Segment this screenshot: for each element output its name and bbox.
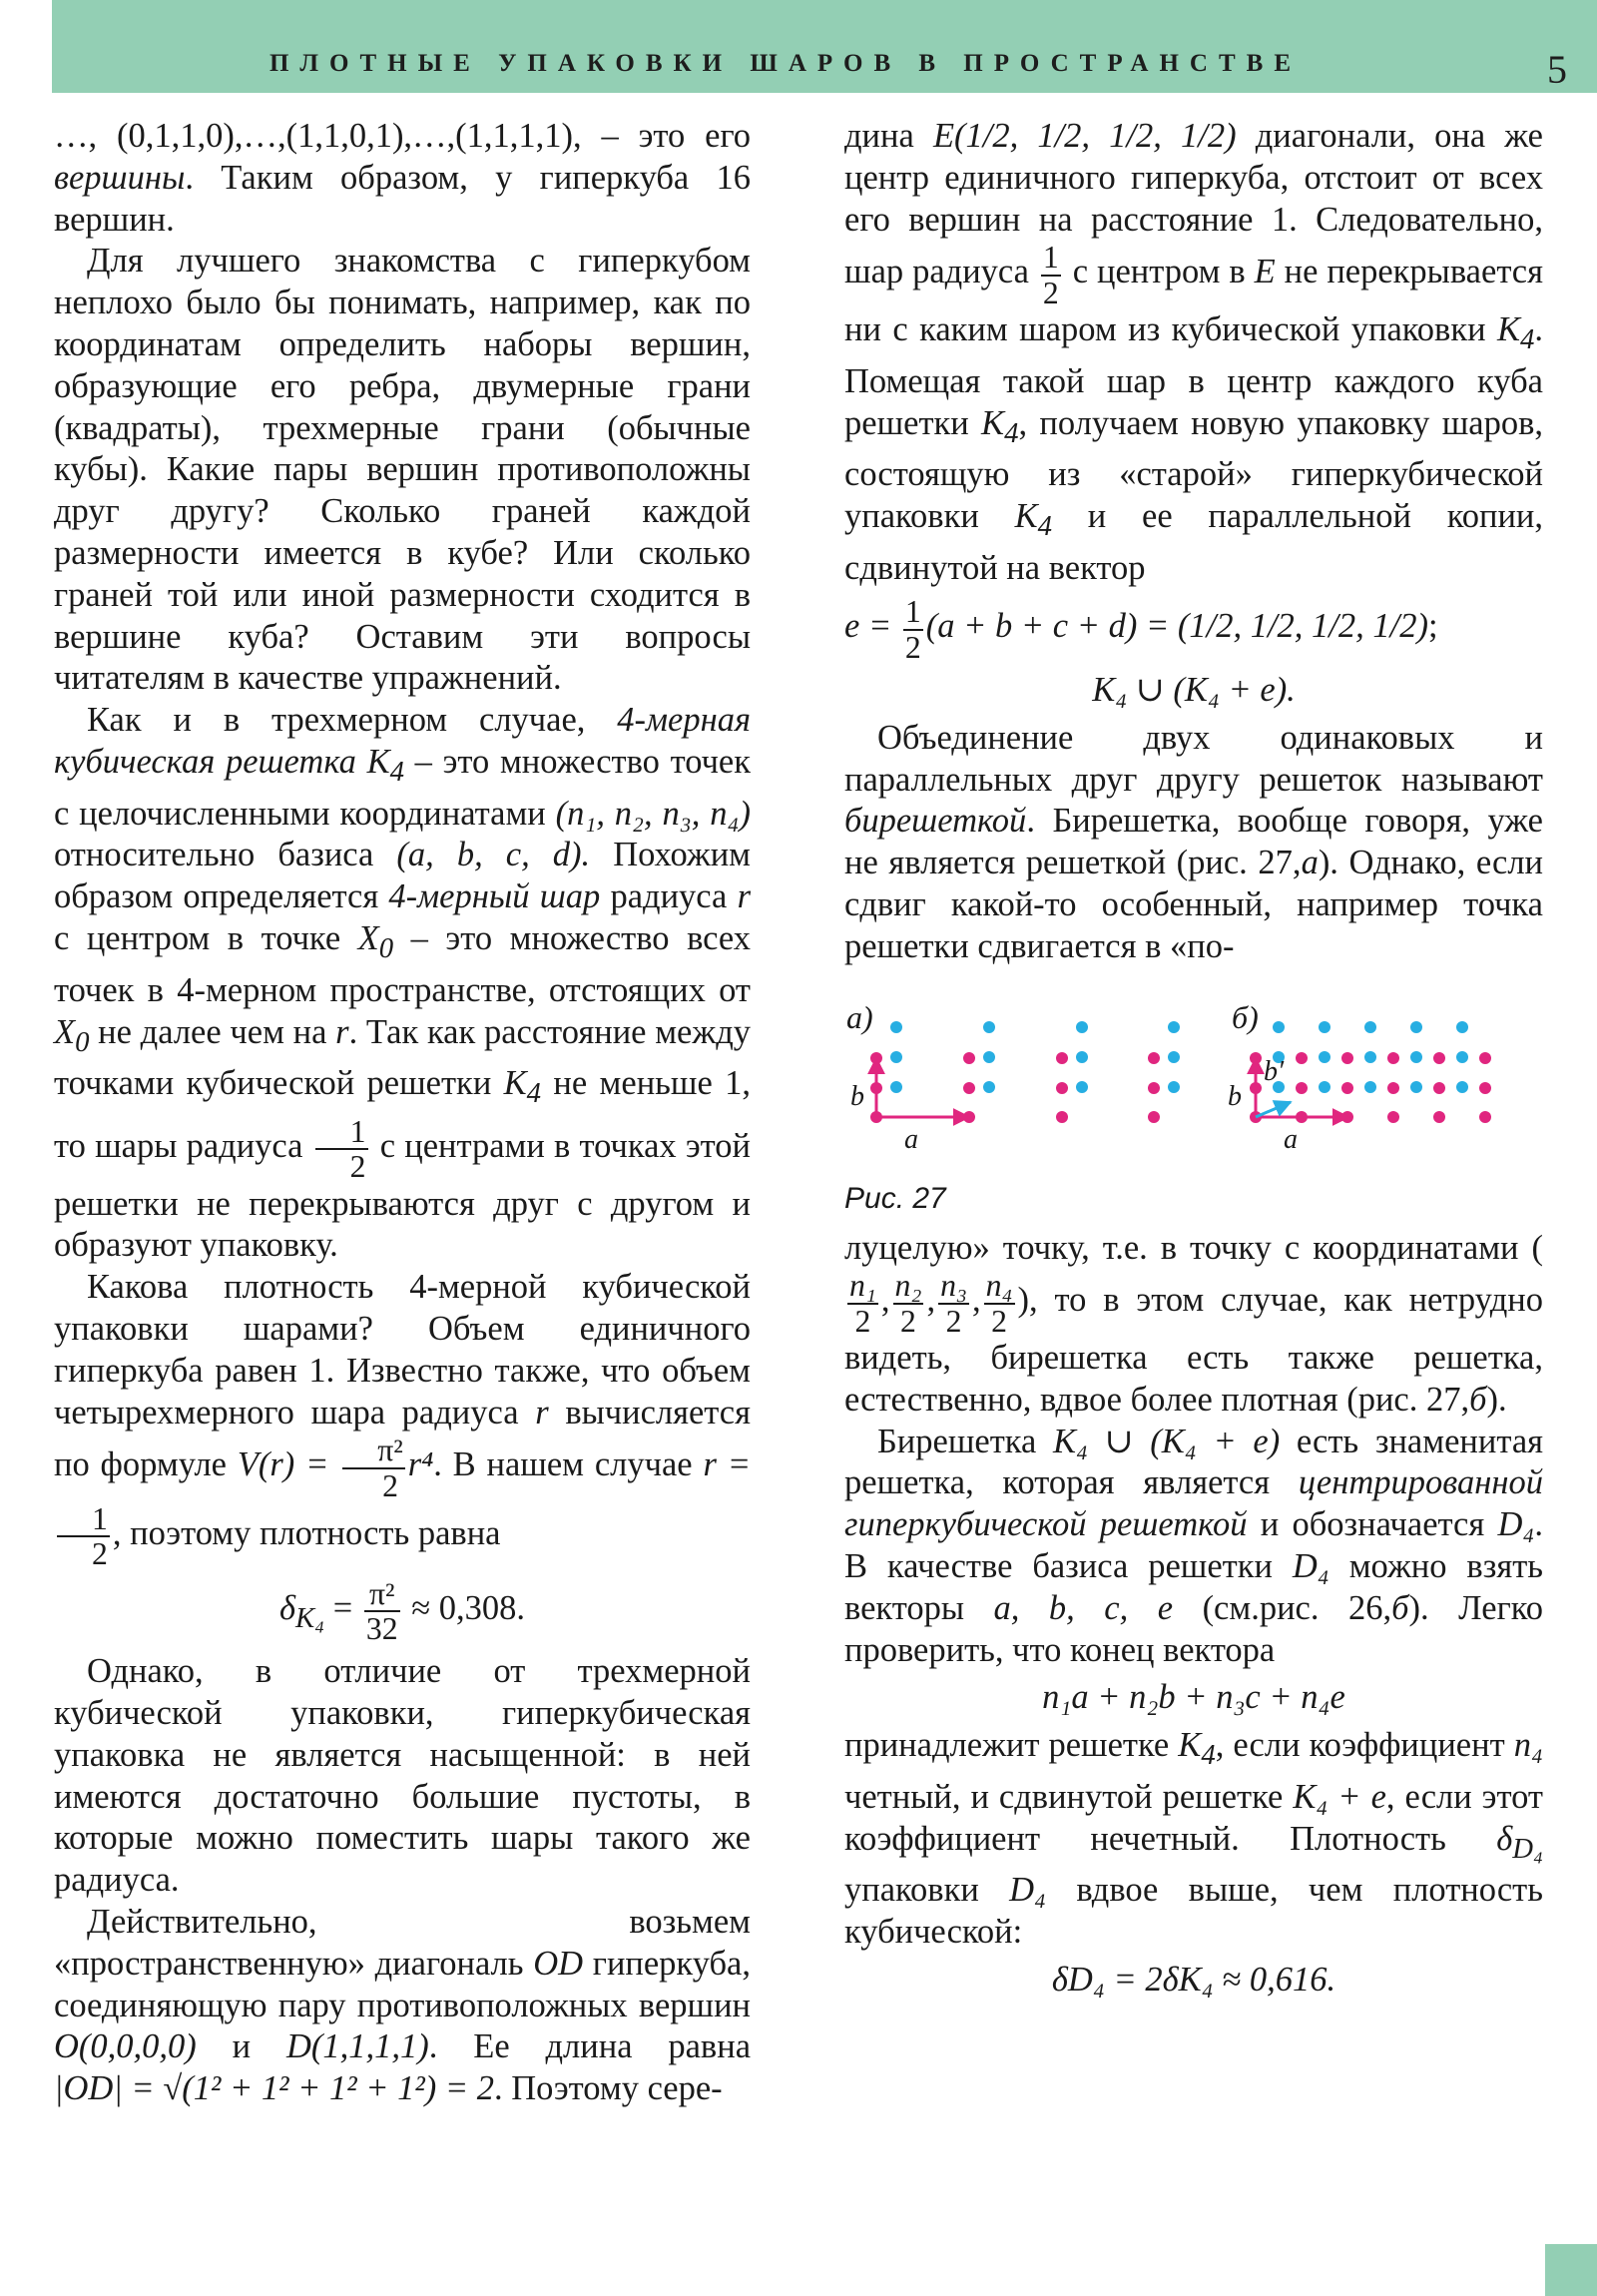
paragraph-cubic-lattice xyxy=(54,700,751,1267)
symbol-k4 xyxy=(1014,496,1052,542)
lattice-dot-magenta xyxy=(1479,1082,1491,1094)
lattice-dot-magenta xyxy=(1433,1111,1445,1123)
paragraph-vertices xyxy=(54,116,751,241)
symbol-k4 xyxy=(503,1064,542,1110)
sub: 4 xyxy=(1037,509,1052,542)
num: 1 xyxy=(57,1502,110,1537)
lattice-dot-magenta xyxy=(1056,1111,1068,1123)
x: X xyxy=(357,919,379,958)
text: . В качестве базиса решетки xyxy=(844,1505,1544,1586)
lattice-dot-cyan xyxy=(1273,1021,1285,1033)
paragraph-d4-density xyxy=(844,1725,1543,1954)
lattice-dot-cyan xyxy=(1364,1081,1376,1093)
x: X xyxy=(54,1012,76,1051)
point-d: D(1,1,1,1) xyxy=(285,2027,429,2066)
lattice-diagrams xyxy=(844,980,1543,1180)
page-header xyxy=(52,0,1597,93)
text: . В нашем случае xyxy=(433,1445,704,1484)
text: , если этот коэффициент нечетный. Плотность xyxy=(844,1777,1543,1858)
sub-d4: D₄ xyxy=(1512,1832,1543,1865)
text: . Помещая такой шар в центр каждого куба решетки xyxy=(844,310,1543,442)
num: 1 xyxy=(315,1115,368,1150)
lattice-dot-cyan xyxy=(1168,1081,1180,1093)
paragraph-d4 xyxy=(844,1422,1543,1672)
term-bilattice: бирешеткой xyxy=(844,802,1027,841)
text: Бирешетка xyxy=(877,1422,1054,1460)
density-value: ≈ 0,308. xyxy=(411,1588,526,1627)
mid: (a + b + c + d) = xyxy=(925,607,1170,646)
union: K₄ ∪ (K₄ + e). xyxy=(1092,671,1296,710)
text: относительно базиса xyxy=(54,836,397,874)
fraction-pi2-over-2 xyxy=(342,1434,405,1502)
r: r xyxy=(737,877,751,916)
lhs: e = xyxy=(844,607,892,646)
k: K xyxy=(366,742,390,781)
figure-caption: Рис. 27 xyxy=(844,1181,946,1215)
sub: 0 xyxy=(378,931,394,964)
lattice-dot-magenta xyxy=(1296,1052,1308,1064)
den: 2 xyxy=(349,1149,366,1185)
num: 1 xyxy=(1042,240,1059,276)
sub: 4 xyxy=(1201,1739,1216,1772)
lattice-dot-magenta xyxy=(1387,1082,1399,1094)
running-title: ПЛОТНЫЕ УПАКОВКИ ШАРОВ В ПРОСТРАНСТВЕ xyxy=(268,50,1303,77)
k: K xyxy=(1178,1726,1202,1765)
lattice-dot-magenta xyxy=(1433,1052,1445,1064)
label-b: б) xyxy=(1232,998,1259,1035)
fraction-half xyxy=(57,1502,110,1571)
den: 32 xyxy=(365,1610,398,1646)
diagonal-length: |OD| = √(1² + 1² + 1² + 1²) = 2 xyxy=(54,2069,494,2108)
union-formula xyxy=(844,670,1543,712)
num: π² xyxy=(364,1577,400,1612)
lattice-dot-magenta xyxy=(963,1082,975,1094)
num: n₃ xyxy=(940,1268,967,1304)
text: гиперкуба, соединяющую пару противоположных вершин xyxy=(54,1944,751,2024)
vec-b-label: b xyxy=(850,1080,864,1112)
vec-a-label: a xyxy=(904,1123,918,1155)
lattice-dot-magenta xyxy=(963,1052,975,1064)
half-tuple: (1/2, 1/2, 1/2, 1/2) xyxy=(954,117,1237,155)
term-centered-lattice: центрированной гиперкубической решеткой xyxy=(844,1463,1543,1544)
den: 2 xyxy=(904,629,921,665)
term-4d-lattice: 4-мерная кубическая решетка xyxy=(54,701,751,781)
text: можно взять векторы xyxy=(844,1547,1544,1627)
vector-e-formula: e = $\frac{1}{2}$ (a + b + c + d) = (1/2, 1/2, 1/2, 1/2); xyxy=(844,594,1438,665)
vertex-list: …, (0,1,1,0),…,(1,1,0,1),…,(1,1,1,1), xyxy=(54,117,582,155)
lattice-dot-cyan xyxy=(1410,1051,1422,1063)
tuple-n: (n₁, n₂, n₃, n₄) xyxy=(555,794,751,833)
right-column xyxy=(844,116,1543,2008)
k: K xyxy=(981,403,1005,442)
num: n₁ xyxy=(849,1268,876,1304)
shifted-lattice: K₄ + e xyxy=(1293,1777,1386,1816)
lattice-dot-cyan xyxy=(1319,1081,1331,1093)
fraction-half xyxy=(1041,241,1061,309)
text: ). xyxy=(1486,1380,1507,1419)
final-density: δD₄ = 2δK₄ ≈ 0,616. xyxy=(1051,1961,1336,2000)
symbol-k4 xyxy=(981,403,1019,449)
lattice-dot-cyan xyxy=(890,1081,902,1093)
symbol-k4 xyxy=(1178,1726,1216,1772)
lattice-dot-cyan xyxy=(1364,1021,1376,1033)
lattice-dot-magenta xyxy=(1148,1052,1160,1064)
sub: 4 xyxy=(526,1077,542,1110)
symbol-k4 xyxy=(1496,310,1535,355)
k: K xyxy=(1014,496,1038,535)
final-density-formula xyxy=(844,1960,1543,2002)
lattice-dot-magenta xyxy=(1387,1052,1399,1064)
delta: δ xyxy=(278,1588,295,1627)
den: 2 xyxy=(382,1467,398,1503)
fraction-pi2-over-32 xyxy=(364,1577,400,1646)
text: а xyxy=(1301,844,1319,882)
basis-vectors: (a, b, c, d). xyxy=(396,836,591,874)
lattice-dot-cyan xyxy=(983,1081,995,1093)
den: 2 xyxy=(1042,275,1059,310)
lattice-dot-cyan xyxy=(1076,1081,1088,1093)
lattice-dot-magenta xyxy=(1341,1052,1353,1064)
text: – это множество точек с целочисленными координатами xyxy=(54,742,752,833)
fraction-n4 xyxy=(984,1269,1015,1338)
text: б xyxy=(1391,1588,1409,1627)
text: есть знаменитая решетка, которая является xyxy=(844,1422,1543,1502)
text: – это множество всех точек в 4-мерном пространстве, отстоящих от xyxy=(54,919,751,1009)
sub: 4 xyxy=(1004,416,1019,449)
text: ). Легко проверить, что конец вектора xyxy=(844,1588,1543,1669)
r: r xyxy=(535,1393,549,1432)
e: E xyxy=(1254,253,1276,291)
text: , если коэффициент xyxy=(1215,1726,1514,1765)
basis-vectors-d4: a, b, c, e xyxy=(993,1588,1174,1627)
lattice-dot-cyan xyxy=(890,1021,902,1033)
r-eq: r = xyxy=(703,1445,751,1484)
paragraph-hypercube-questions: Для лучшего знакомства с гиперкубом неплохо было бы понимать, например, как по координатам определить наборы вершин, образующие его ребра, двумерные грани (квадраты), трехмерные грани (обычные кубы). Какие пары вершин противоположны друг другу? Сколько граней каждой размерности имеется в кубе? Или сколько граней той или иной размерности сходится в вершине куба? Оставим эти вопросы читателям в качестве упражнений. xyxy=(54,242,751,698)
fraction-n3 xyxy=(938,1269,969,1338)
sub: 4 xyxy=(389,755,404,788)
d4: D₄ xyxy=(1497,1505,1535,1544)
lattice-dot-cyan xyxy=(1456,1081,1468,1093)
d4: D₄ xyxy=(1292,1547,1330,1586)
text: упаковки xyxy=(844,1871,1010,1910)
sub: K₄ xyxy=(294,1601,325,1634)
den: 2 xyxy=(900,1303,916,1339)
sub: 4 xyxy=(1520,322,1535,355)
text: вычисляется по формуле xyxy=(54,1393,751,1484)
volume-formula: V(r) = xyxy=(237,1445,329,1484)
lattice-dot-magenta xyxy=(1387,1111,1399,1123)
text: диагонали, она же центр единичного гиперкуба, отстоит от всех его вершин на расстояние 1. Следовательно, шар радиуса xyxy=(844,117,1544,291)
lattice-dot-magenta xyxy=(1341,1082,1353,1094)
lattice-dot-magenta xyxy=(1479,1111,1491,1123)
num: 1 xyxy=(904,594,921,630)
term-4d-ball: 4-мерный шар xyxy=(388,877,601,916)
term-vertices: вершины xyxy=(54,158,186,197)
lattice-dot-cyan xyxy=(983,1021,995,1033)
fraction-n2 xyxy=(893,1269,924,1338)
corner-tab xyxy=(1545,2244,1597,2296)
lattice-dot-magenta xyxy=(1056,1052,1068,1064)
text: . Таким образом, у гиперкуба 16 вершин. xyxy=(54,158,751,239)
text: не далее чем на xyxy=(89,1012,336,1051)
text: Как и в трехмерном случае, xyxy=(87,701,618,740)
lattice-dot-cyan xyxy=(1319,1021,1331,1033)
delta: δ xyxy=(1496,1819,1513,1858)
lattice-dot-magenta xyxy=(1296,1082,1308,1094)
text: вдвое выше, чем плотность кубической: xyxy=(844,1871,1543,1952)
lattice-dot-magenta xyxy=(1148,1082,1160,1094)
text: , то в этом случае, как нетрудно видеть, бирешетка есть также решетка, естественно, вдвое более плотная (рис. 27, xyxy=(844,1281,1543,1419)
text: радиуса xyxy=(600,877,738,916)
lattice-dot-magenta xyxy=(1433,1082,1445,1094)
sub: 0 xyxy=(75,1025,90,1058)
d4: D₄ xyxy=(1009,1871,1047,1910)
lattice-dot-magenta xyxy=(1056,1082,1068,1094)
den: 2 xyxy=(991,1303,1007,1339)
text: дина xyxy=(844,117,933,155)
lattice-dot-cyan xyxy=(1410,1021,1422,1033)
lattice-dot-cyan xyxy=(983,1051,995,1063)
fraction-half xyxy=(903,595,923,664)
den: 2 xyxy=(945,1303,962,1339)
paragraph-diagonal xyxy=(54,1902,751,2110)
lattice-dot-cyan xyxy=(890,1051,902,1063)
fraction-n1 xyxy=(847,1269,878,1338)
r: r xyxy=(335,1012,349,1051)
symbol-k4 xyxy=(366,742,404,788)
label-a: а) xyxy=(846,998,873,1035)
text: и обозначается xyxy=(1247,1505,1498,1544)
od: OD xyxy=(533,1944,584,1983)
fraction-half xyxy=(315,1115,368,1184)
half-tuple: (1/2, 1/2, 1/2, 1/2) xyxy=(1177,607,1428,646)
text: принадлежит решетке xyxy=(844,1726,1179,1765)
lattice-dot-cyan xyxy=(1168,1021,1180,1033)
symbol-x0 xyxy=(357,919,394,964)
text: не меньше 1, то шары радиуса xyxy=(54,1064,752,1166)
lattice-dot-cyan xyxy=(1456,1021,1468,1033)
text: . Ее длина равна xyxy=(428,2027,752,2066)
vector-b-prime-arrow xyxy=(1256,1102,1291,1117)
text: , получаем новую упаковку шаров, состоящую из «старой» гиперкубической упаковки xyxy=(844,403,1543,535)
den: 2 xyxy=(854,1303,871,1339)
text: с центрами в точках этой решетки не перекрываются друг с другом и образуют упаковку. xyxy=(54,1127,751,1265)
paragraph-bilattice xyxy=(844,718,1543,968)
lattice-vector: n₁a + n₂b + n₃c + n₄e xyxy=(1042,1678,1345,1717)
text: не перекрывается ни с каким шаром из кубической упаковки xyxy=(844,253,1543,349)
text: с центром в xyxy=(1063,253,1255,291)
paragraph-not-saturated: Однако, в отличие от трехмерной кубической упаковки, гиперкубическая упаковка не является насыщенной: в ней имеются достаточно большие пустоты, в которые можно поместить шары такого же радиуса. xyxy=(54,1652,751,1900)
k: K xyxy=(1496,310,1520,349)
point-o: O(0,0,0,0) xyxy=(54,2027,197,2066)
e: E xyxy=(932,117,955,155)
text: . Поэтому сере- xyxy=(494,2069,723,2108)
lattice-vector-formula xyxy=(844,1677,1543,1719)
n4: n₄ xyxy=(1513,1726,1543,1765)
text: Похожим образом определяется xyxy=(54,836,752,916)
lattice-dot-cyan xyxy=(1168,1051,1180,1063)
text: Действительно, возьмем «пространственную» диагональ xyxy=(54,1902,751,1983)
text: . Так как расстояние между точками кубической решетки xyxy=(54,1012,751,1103)
page-number: 5 xyxy=(1547,47,1567,92)
lattice-dot-cyan xyxy=(1364,1051,1376,1063)
text: – это его xyxy=(581,117,751,155)
text: луцелую» точку, т.е. в точку с координатами xyxy=(844,1228,1532,1267)
text: и xyxy=(196,2027,286,2066)
symbol-x0 xyxy=(54,1012,90,1058)
diagram-b xyxy=(1250,1021,1491,1123)
paragraph-center-e xyxy=(844,116,1543,589)
lattice-dot-cyan xyxy=(1319,1051,1331,1063)
paragraph-density xyxy=(54,1267,751,1570)
figure-27 xyxy=(844,980,1543,1180)
text: Объединение двух одинаковых и параллельных друг другу решеток называют xyxy=(844,718,1543,799)
vec-a-label-b: a xyxy=(1284,1123,1298,1155)
text: Какова плотность 4-мерной кубической упаковки шарами? Объем единичного гиперкуба равен 1. Известно также, что объем четырехмерного шара радиуса xyxy=(54,1268,751,1432)
text: и ее параллельной копии, сдвинутой на вектор xyxy=(844,496,1543,587)
lattice-dot-cyan xyxy=(1410,1081,1422,1093)
text: (см.рис. 26, xyxy=(1173,1588,1392,1627)
num: n₂ xyxy=(894,1268,922,1304)
text: ). Однако, если сдвиг какой-то особенный, например точка решетки сдвигается в «по- xyxy=(844,844,1544,965)
lattice-dot-magenta xyxy=(1479,1052,1491,1064)
num: n₄ xyxy=(985,1268,1013,1304)
lattice-dot-cyan xyxy=(1456,1051,1468,1063)
paragraph-half-integer: луцелую» точку, т.е. в точку с координатами ( $\frac{\text{n₁}}{2}$ , $\frac{\text{n₂}}{2}$ , $\frac{\text{n₃}}{2}$ , $\frac{\text{n₄}}{2}$ ), то в этом случае, как нетрудно видеть, бирешетка есть также решетка, естественно, вдвое более плотная (рис. 27,б). xyxy=(844,1228,1543,1419)
num: π² xyxy=(342,1434,405,1468)
text: с центром в точке xyxy=(54,919,358,958)
den: 2 xyxy=(92,1536,108,1572)
vec-b-label-b: b xyxy=(1228,1080,1242,1112)
diagram-a xyxy=(870,1021,1180,1123)
text: б xyxy=(1469,1380,1487,1419)
lattice-dot-cyan xyxy=(1076,1051,1088,1063)
density-formula: $\delta_{K_4}$ = $\frac{\text{π²}}{32}$ ≈ 0,308. xyxy=(278,1575,526,1646)
lattice-dot-cyan xyxy=(1076,1021,1088,1033)
vec-b-prime-label: b′ xyxy=(1264,1055,1285,1087)
text: четный, и сдвинутой решетке xyxy=(844,1777,1294,1816)
left-column xyxy=(54,116,751,2110)
r4: r⁴ xyxy=(407,1445,434,1484)
text: . Бирешетка, вообще говоря, уже не является решеткой (рис. 27, xyxy=(844,802,1543,882)
text: , поэтому плотность равна xyxy=(112,1514,501,1553)
lattice-dot-magenta xyxy=(1148,1111,1160,1123)
k: K xyxy=(503,1064,527,1103)
union-inline: K₄ ∪ (K₄ + e) xyxy=(1053,1422,1281,1460)
